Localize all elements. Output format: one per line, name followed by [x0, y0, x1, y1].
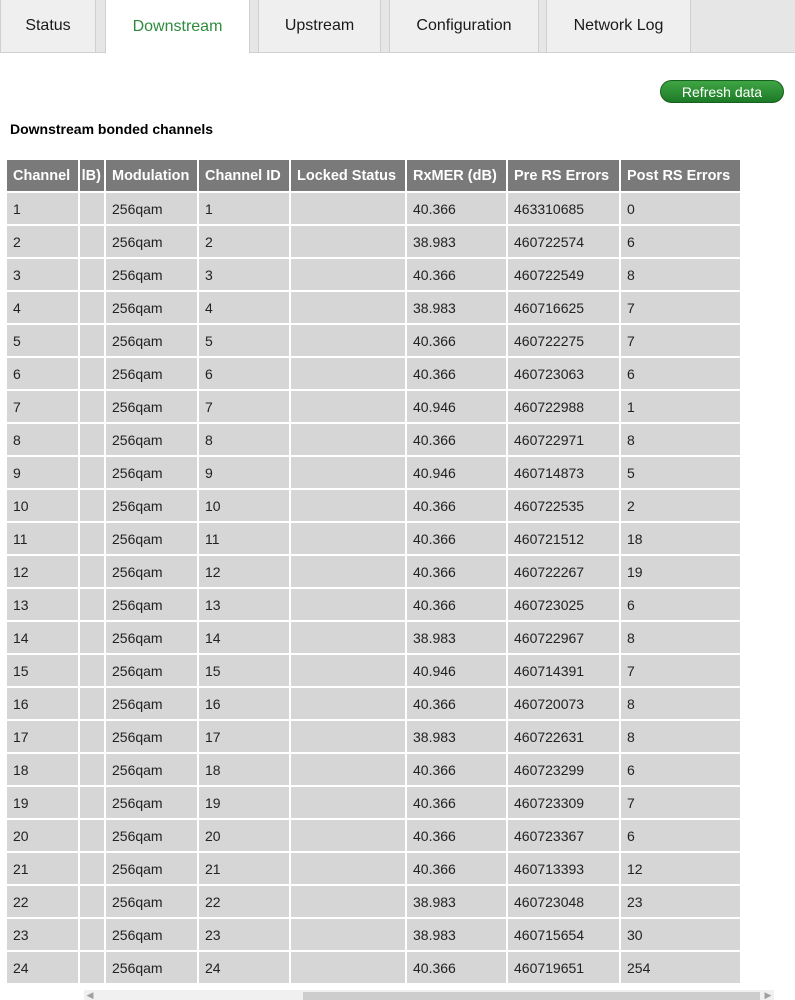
cell-channel: 14 — [7, 622, 78, 653]
cell-modulation: 256qam — [106, 721, 197, 752]
cell-pre-rs-errors: 460722574 — [508, 226, 619, 257]
cell-channel-id: 24 — [199, 952, 289, 983]
cell-pre-rs-errors: 460715654 — [508, 919, 619, 950]
cell-channel: 9 — [7, 457, 78, 488]
horizontal-scrollbar-thumb[interactable] — [303, 992, 760, 1000]
cell-pre-rs-errors: 460722631 — [508, 721, 619, 752]
table-row — [7, 391, 740, 422]
cell-channel: 7 — [7, 391, 78, 422]
cell-modulation: 256qam — [106, 457, 197, 488]
column-header-modulation[interactable]: Modulation — [106, 160, 197, 191]
cell-channel-id: 16 — [199, 688, 289, 719]
cell-channel-id: 19 — [199, 787, 289, 818]
cell-rxmer: 40.366 — [407, 589, 506, 620]
cell-rxmer: 40.366 — [407, 754, 506, 785]
cell-locked-status — [291, 622, 405, 653]
cell-power — [80, 754, 104, 785]
cell-channel: 15 — [7, 655, 78, 686]
cell-power — [80, 820, 104, 851]
cell-locked-status — [291, 193, 405, 224]
cell-modulation: 256qam — [106, 259, 197, 290]
cell-channel-id: 13 — [199, 589, 289, 620]
cell-channel: 24 — [7, 952, 78, 983]
cell-locked-status — [291, 490, 405, 521]
cell-modulation: 256qam — [106, 688, 197, 719]
cell-channel: 12 — [7, 556, 78, 587]
cell-post-rs-errors: 8 — [621, 688, 740, 719]
cell-pre-rs-errors: 460723063 — [508, 358, 619, 389]
cell-channel: 22 — [7, 886, 78, 917]
cell-power — [80, 457, 104, 488]
cell-modulation: 256qam — [106, 391, 197, 422]
scroll-right-icon[interactable]: ▶ — [764, 990, 772, 1000]
cell-rxmer: 40.366 — [407, 490, 506, 521]
cell-channel: 20 — [7, 820, 78, 851]
cell-post-rs-errors: 18 — [621, 523, 740, 554]
cell-rxmer: 40.366 — [407, 688, 506, 719]
cell-locked-status — [291, 424, 405, 455]
cell-locked-status — [291, 556, 405, 587]
cell-channel-id: 15 — [199, 655, 289, 686]
cell-pre-rs-errors: 463310685 — [508, 193, 619, 224]
cell-power — [80, 556, 104, 587]
cell-locked-status — [291, 292, 405, 323]
cell-pre-rs-errors: 460713393 — [508, 853, 619, 884]
cell-post-rs-errors: 7 — [621, 655, 740, 686]
cell-post-rs-errors: 6 — [621, 820, 740, 851]
cell-post-rs-errors: 19 — [621, 556, 740, 587]
cell-power — [80, 226, 104, 257]
cell-channel: 23 — [7, 919, 78, 950]
cell-modulation: 256qam — [106, 787, 197, 818]
cell-rxmer: 38.983 — [407, 292, 506, 323]
cell-locked-status — [291, 721, 405, 752]
cell-rxmer: 40.366 — [407, 820, 506, 851]
cell-channel: 6 — [7, 358, 78, 389]
table-header-row — [7, 160, 740, 191]
column-header-locked-status[interactable]: Locked Status — [291, 160, 405, 191]
cell-channel: 17 — [7, 721, 78, 752]
cell-pre-rs-errors: 460722549 — [508, 259, 619, 290]
cell-channel: 1 — [7, 193, 78, 224]
table-row — [7, 721, 740, 752]
cell-power — [80, 292, 104, 323]
cell-post-rs-errors: 7 — [621, 292, 740, 323]
cell-channel: 8 — [7, 424, 78, 455]
cell-rxmer: 38.983 — [407, 226, 506, 257]
cell-post-rs-errors: 30 — [621, 919, 740, 950]
cell-channel-id: 10 — [199, 490, 289, 521]
cell-channel-id: 6 — [199, 358, 289, 389]
table-row — [7, 292, 740, 323]
cell-rxmer: 40.366 — [407, 424, 506, 455]
cell-power — [80, 721, 104, 752]
column-header-channel-id[interactable]: Channel ID — [199, 160, 289, 191]
cell-rxmer: 38.983 — [407, 721, 506, 752]
cell-locked-status — [291, 754, 405, 785]
cell-locked-status — [291, 457, 405, 488]
table-row — [7, 952, 740, 983]
cell-pre-rs-errors: 460721512 — [508, 523, 619, 554]
cell-post-rs-errors: 6 — [621, 226, 740, 257]
cell-pre-rs-errors: 460719651 — [508, 952, 619, 983]
cell-locked-status — [291, 358, 405, 389]
cell-pre-rs-errors: 460723025 — [508, 589, 619, 620]
cell-modulation: 256qam — [106, 292, 197, 323]
table-row — [7, 193, 740, 224]
cell-power — [80, 787, 104, 818]
cell-rxmer: 40.366 — [407, 259, 506, 290]
cell-modulation: 256qam — [106, 424, 197, 455]
cell-channel: 3 — [7, 259, 78, 290]
cell-pre-rs-errors: 460723048 — [508, 886, 619, 917]
cell-locked-status — [291, 853, 405, 884]
cell-channel-id: 23 — [199, 919, 289, 950]
cell-rxmer: 40.366 — [407, 358, 506, 389]
table-body — [7, 193, 740, 983]
cell-channel: 4 — [7, 292, 78, 323]
table-row — [7, 919, 740, 950]
cell-locked-status — [291, 655, 405, 686]
cell-channel-id: 9 — [199, 457, 289, 488]
cell-pre-rs-errors: 460714391 — [508, 655, 619, 686]
cell-post-rs-errors: 7 — [621, 325, 740, 356]
cell-modulation: 256qam — [106, 853, 197, 884]
cell-power — [80, 589, 104, 620]
column-header-pre-rs-errors[interactable]: Pre RS Errors — [508, 160, 619, 191]
cell-post-rs-errors: 8 — [621, 622, 740, 653]
cell-locked-status — [291, 523, 405, 554]
refresh-data-button[interactable]: Refresh data — [660, 80, 784, 103]
cell-rxmer: 40.366 — [407, 325, 506, 356]
table-row — [7, 589, 740, 620]
table-row — [7, 358, 740, 389]
cell-power — [80, 391, 104, 422]
cell-locked-status — [291, 886, 405, 917]
cell-channel-id: 20 — [199, 820, 289, 851]
cell-power — [80, 853, 104, 884]
cell-post-rs-errors: 5 — [621, 457, 740, 488]
cell-modulation: 256qam — [106, 226, 197, 257]
table-row — [7, 622, 740, 653]
cell-channel-id: 3 — [199, 259, 289, 290]
cell-channel: 16 — [7, 688, 78, 719]
cell-post-rs-errors: 6 — [621, 589, 740, 620]
cell-rxmer: 40.946 — [407, 391, 506, 422]
cell-channel-id: 14 — [199, 622, 289, 653]
cell-modulation: 256qam — [106, 490, 197, 521]
cell-power — [80, 622, 104, 653]
section-title: Downstream bonded channels — [10, 121, 214, 137]
table-row — [7, 457, 740, 488]
cell-locked-status — [291, 259, 405, 290]
cell-rxmer: 40.946 — [407, 655, 506, 686]
cell-locked-status — [291, 787, 405, 818]
cell-pre-rs-errors: 460722988 — [508, 391, 619, 422]
cell-modulation: 256qam — [106, 754, 197, 785]
cell-rxmer: 40.366 — [407, 193, 506, 224]
cell-power — [80, 490, 104, 521]
cell-power — [80, 886, 104, 917]
cell-locked-status — [291, 952, 405, 983]
table-row — [7, 754, 740, 785]
cell-channel-id: 18 — [199, 754, 289, 785]
cell-modulation: 256qam — [106, 193, 197, 224]
cell-modulation: 256qam — [106, 325, 197, 356]
table-row — [7, 490, 740, 521]
tab-bar — [0, 0, 795, 53]
cell-power — [80, 259, 104, 290]
cell-locked-status — [291, 589, 405, 620]
cell-channel-id: 4 — [199, 292, 289, 323]
cell-pre-rs-errors: 460722967 — [508, 622, 619, 653]
downstream-channels-table — [7, 160, 742, 985]
cell-channel: 18 — [7, 754, 78, 785]
cell-rxmer: 40.366 — [407, 523, 506, 554]
table-row — [7, 886, 740, 917]
cell-pre-rs-errors: 460723299 — [508, 754, 619, 785]
cell-power — [80, 193, 104, 224]
table-row — [7, 655, 740, 686]
cell-locked-status — [291, 391, 405, 422]
cell-post-rs-errors: 0 — [621, 193, 740, 224]
cell-rxmer: 38.983 — [407, 919, 506, 950]
cell-rxmer: 40.366 — [407, 853, 506, 884]
cell-channel: 19 — [7, 787, 78, 818]
cell-pre-rs-errors: 460720073 — [508, 688, 619, 719]
table-row — [7, 424, 740, 455]
cell-modulation: 256qam — [106, 523, 197, 554]
cell-rxmer: 40.366 — [407, 952, 506, 983]
cell-post-rs-errors: 6 — [621, 358, 740, 389]
column-header-rxmer[interactable]: RxMER (dB) — [407, 160, 506, 191]
table-row — [7, 556, 740, 587]
cell-modulation: 256qam — [106, 358, 197, 389]
cell-modulation: 256qam — [106, 622, 197, 653]
cell-locked-status — [291, 325, 405, 356]
cell-post-rs-errors: 6 — [621, 754, 740, 785]
cell-channel-id: 22 — [199, 886, 289, 917]
cell-pre-rs-errors: 460714873 — [508, 457, 619, 488]
cell-channel-id: 8 — [199, 424, 289, 455]
cell-modulation: 256qam — [106, 820, 197, 851]
tab-upstream[interactable]: Upstream — [258, 0, 381, 53]
cell-power — [80, 952, 104, 983]
cell-rxmer: 38.983 — [407, 622, 506, 653]
cell-channel-id: 7 — [199, 391, 289, 422]
cell-post-rs-errors: 23 — [621, 886, 740, 917]
cell-post-rs-errors: 8 — [621, 721, 740, 752]
cell-modulation: 256qam — [106, 655, 197, 686]
cell-post-rs-errors: 12 — [621, 853, 740, 884]
cell-channel-id: 11 — [199, 523, 289, 554]
cell-pre-rs-errors: 460723309 — [508, 787, 619, 818]
cell-pre-rs-errors: 460722971 — [508, 424, 619, 455]
cell-modulation: 256qam — [106, 952, 197, 983]
cell-power — [80, 424, 104, 455]
cell-post-rs-errors: 1 — [621, 391, 740, 422]
cell-modulation: 256qam — [106, 556, 197, 587]
cell-rxmer: 40.366 — [407, 787, 506, 818]
cell-modulation: 256qam — [106, 589, 197, 620]
cell-pre-rs-errors: 460722267 — [508, 556, 619, 587]
cell-post-rs-errors: 8 — [621, 424, 740, 455]
cell-locked-status — [291, 820, 405, 851]
cell-modulation: 256qam — [106, 919, 197, 950]
cell-post-rs-errors: 254 — [621, 952, 740, 983]
cell-pre-rs-errors: 460722275 — [508, 325, 619, 356]
cell-channel-id: 12 — [199, 556, 289, 587]
cell-post-rs-errors: 2 — [621, 490, 740, 521]
cell-channel: 21 — [7, 853, 78, 884]
table-row — [7, 820, 740, 851]
cell-channel-id: 1 — [199, 193, 289, 224]
table-row — [7, 853, 740, 884]
column-header-channel[interactable]: Channel — [7, 160, 78, 191]
cell-pre-rs-errors: 460722535 — [508, 490, 619, 521]
cell-channel-id: 21 — [199, 853, 289, 884]
column-header-post-rs-errors[interactable]: Post RS Errors — [621, 160, 740, 191]
cell-power — [80, 655, 104, 686]
scroll-left-icon[interactable]: ◀ — [86, 990, 94, 1000]
cell-rxmer: 40.366 — [407, 556, 506, 587]
cell-pre-rs-errors: 460723367 — [508, 820, 619, 851]
downstream-table-container — [7, 160, 780, 985]
cell-rxmer: 38.983 — [407, 886, 506, 917]
cell-power — [80, 688, 104, 719]
table-row — [7, 688, 740, 719]
cell-power — [80, 325, 104, 356]
cell-post-rs-errors: 8 — [621, 259, 740, 290]
tab-status[interactable]: Status — [0, 0, 96, 53]
cell-channel: 10 — [7, 490, 78, 521]
tab-configuration[interactable]: Configuration — [389, 0, 539, 53]
cell-channel-id: 2 — [199, 226, 289, 257]
cell-rxmer: 40.946 — [407, 457, 506, 488]
cell-channel-id: 17 — [199, 721, 289, 752]
table-row — [7, 259, 740, 290]
cell-pre-rs-errors: 460716625 — [508, 292, 619, 323]
cell-locked-status — [291, 688, 405, 719]
tab-network-log[interactable]: Network Log — [546, 0, 691, 53]
table-row — [7, 325, 740, 356]
cell-channel: 11 — [7, 523, 78, 554]
cell-channel: 5 — [7, 325, 78, 356]
cell-locked-status — [291, 919, 405, 950]
table-row — [7, 226, 740, 257]
table-row — [7, 523, 740, 554]
tab-downstream[interactable]: Downstream — [105, 0, 250, 54]
cell-power — [80, 523, 104, 554]
column-header-power[interactable]: lB) — [80, 160, 104, 191]
cell-channel: 13 — [7, 589, 78, 620]
cell-modulation: 256qam — [106, 886, 197, 917]
cell-power — [80, 358, 104, 389]
cell-channel: 2 — [7, 226, 78, 257]
cell-locked-status — [291, 226, 405, 257]
cell-post-rs-errors: 7 — [621, 787, 740, 818]
cell-channel-id: 5 — [199, 325, 289, 356]
cell-power — [80, 919, 104, 950]
table-row — [7, 787, 740, 818]
